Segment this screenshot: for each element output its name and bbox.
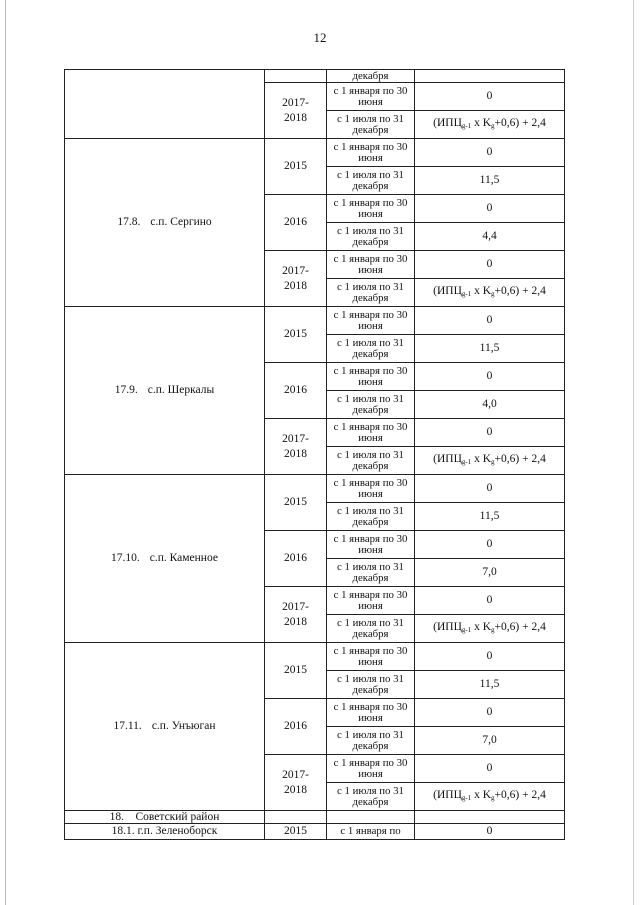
section-number: 17.9. bbox=[114, 384, 138, 396]
section-number: 17.8. bbox=[117, 216, 141, 228]
empty-cell bbox=[327, 811, 415, 824]
value-cell: 7,0 bbox=[415, 727, 565, 755]
value-cell: 11,5 bbox=[415, 503, 565, 531]
period-cell: с 1 июля по 31 декабря bbox=[327, 223, 415, 251]
value-cell: 0 bbox=[415, 363, 565, 391]
period-cell: декабря bbox=[327, 70, 415, 83]
formula-cell: ($ИПЦ_{g-1}$ х $K_g+0,6) + 2,4$ bbox=[415, 615, 565, 643]
value-cell: 0 bbox=[415, 531, 565, 559]
year-cell-empty bbox=[265, 70, 327, 83]
value-cell: 11,5 bbox=[415, 335, 565, 363]
value-cell: 11,5 bbox=[415, 167, 565, 195]
value-cell: 0 bbox=[415, 139, 565, 167]
value-cell: 0 bbox=[415, 475, 565, 503]
value-cell: 11,5 bbox=[415, 671, 565, 699]
value-cell: 0 bbox=[415, 251, 565, 279]
scan-edge-right bbox=[633, 0, 634, 905]
period-cell: с 1 июля по 31 декабря bbox=[327, 279, 415, 307]
value-cell: 0 bbox=[415, 587, 565, 615]
year-cell: 2016 bbox=[265, 699, 327, 755]
value-cell bbox=[415, 70, 565, 83]
period-cell: с 1 января по 30 июня bbox=[327, 251, 415, 279]
section-number: 17.11. bbox=[113, 720, 142, 732]
section-name: с.п. Сергино bbox=[150, 216, 212, 228]
location-cell bbox=[65, 307, 265, 475]
section-name: с.п. Каменное bbox=[149, 552, 218, 564]
period-cell: с 1 января по 30 июня bbox=[327, 587, 415, 615]
location-cell bbox=[65, 643, 265, 811]
period-cell: с 1 января по 30 июня bbox=[327, 699, 415, 727]
period-cell: с 1 июля по 31 декабря bbox=[327, 671, 415, 699]
period-cell: с 1 января по 30 июня bbox=[327, 755, 415, 783]
page-number: 12 bbox=[313, 30, 327, 45]
value-cell: 0 bbox=[415, 307, 565, 335]
formula-cell: ($ИПЦ_{g-1}$ х $K_g+0,6) + 2,4$ bbox=[415, 447, 565, 475]
formula-cell: ($ИПЦ_{g-1}$ х $K_g+0,6) + 2,4$ bbox=[415, 279, 565, 307]
tariff-table bbox=[64, 69, 565, 840]
value-cell: 0 bbox=[415, 83, 565, 111]
year-cell: 2017- 2018 bbox=[265, 83, 327, 139]
value-cell: 7,0 bbox=[415, 559, 565, 587]
location-cell bbox=[65, 475, 265, 643]
period-cell: с 1 января по 30 июня bbox=[327, 139, 415, 167]
period-cell: с 1 июля по 31 декабря bbox=[327, 111, 415, 139]
value-cell: 0 bbox=[415, 824, 565, 840]
year-cell: 2015 bbox=[265, 824, 327, 840]
value-cell: 0 bbox=[415, 419, 565, 447]
period-cell: с 1 января по 30 июня bbox=[327, 195, 415, 223]
period-cell: с 1 июля по 31 декабря bbox=[327, 391, 415, 419]
year-cell: 2016 bbox=[265, 363, 327, 419]
value-cell: 0 bbox=[415, 643, 565, 671]
value-cell: 0 bbox=[415, 755, 565, 783]
period-cell: с 1 января по bbox=[327, 824, 415, 840]
section-name: с.п. Унъюган bbox=[151, 720, 216, 732]
formula-cell: ($ИПЦ_{g-1}$ х $K_g+0,6) + 2,4$ bbox=[415, 111, 565, 139]
location-cell bbox=[65, 139, 265, 307]
year-cell: 2017- 2018 bbox=[265, 419, 327, 475]
period-cell: с 1 июля по 31 декабря bbox=[327, 615, 415, 643]
district-row: 18. Советский район bbox=[65, 811, 265, 824]
year-cell: 2015 bbox=[265, 643, 327, 699]
value-cell: 4,4 bbox=[415, 223, 565, 251]
scan-edge-left bbox=[5, 0, 6, 905]
period-cell: с 1 января по 30 июня bbox=[327, 475, 415, 503]
year-cell: 2015 bbox=[265, 475, 327, 531]
period-cell: с 1 июля по 31 декабря bbox=[327, 447, 415, 475]
empty-cell bbox=[265, 811, 327, 824]
period-cell: с 1 июля по 31 декабря bbox=[327, 503, 415, 531]
period-cell: с 1 января по 30 июня bbox=[327, 363, 415, 391]
empty-cell bbox=[415, 811, 565, 824]
year-cell: 2017- 2018 bbox=[265, 251, 327, 307]
tariff-table-body bbox=[65, 70, 565, 840]
period-cell: с 1 января по 30 июня bbox=[327, 83, 415, 111]
location-cell-continued bbox=[65, 70, 265, 139]
period-cell: с 1 июля по 31 декабря bbox=[327, 167, 415, 195]
year-cell: 2017- 2018 bbox=[265, 587, 327, 643]
period-cell: с 1 июля по 31 декабря bbox=[327, 335, 415, 363]
section-number: 17.10. bbox=[111, 552, 140, 564]
year-cell: 2017- 2018 bbox=[265, 755, 327, 811]
year-cell: 2015 bbox=[265, 307, 327, 363]
period-cell: с 1 июля по 31 декабря bbox=[327, 727, 415, 755]
value-cell: 4,0 bbox=[415, 391, 565, 419]
period-cell: с 1 января по 30 июня bbox=[327, 643, 415, 671]
period-cell: с 1 июля по 31 декабря bbox=[327, 783, 415, 811]
period-cell: с 1 января по 30 июня bbox=[327, 531, 415, 559]
formula-cell: ($ИПЦ_{g-1}$ х $K_g+0,6) + 2,4$ bbox=[415, 783, 565, 811]
subdistrict-row: 18.1. г.п. Зеленоборск bbox=[65, 824, 265, 840]
value-cell: 0 bbox=[415, 699, 565, 727]
section-name: с.п. Шеркалы bbox=[147, 384, 215, 396]
period-cell: с 1 июля по 31 декабря bbox=[327, 559, 415, 587]
period-cell: с 1 января по 30 июня bbox=[327, 419, 415, 447]
year-cell: 2016 bbox=[265, 195, 327, 251]
value-cell: 0 bbox=[415, 195, 565, 223]
year-cell: 2015 bbox=[265, 139, 327, 195]
period-cell: с 1 января по 30 июня bbox=[327, 307, 415, 335]
year-cell: 2016 bbox=[265, 531, 327, 587]
